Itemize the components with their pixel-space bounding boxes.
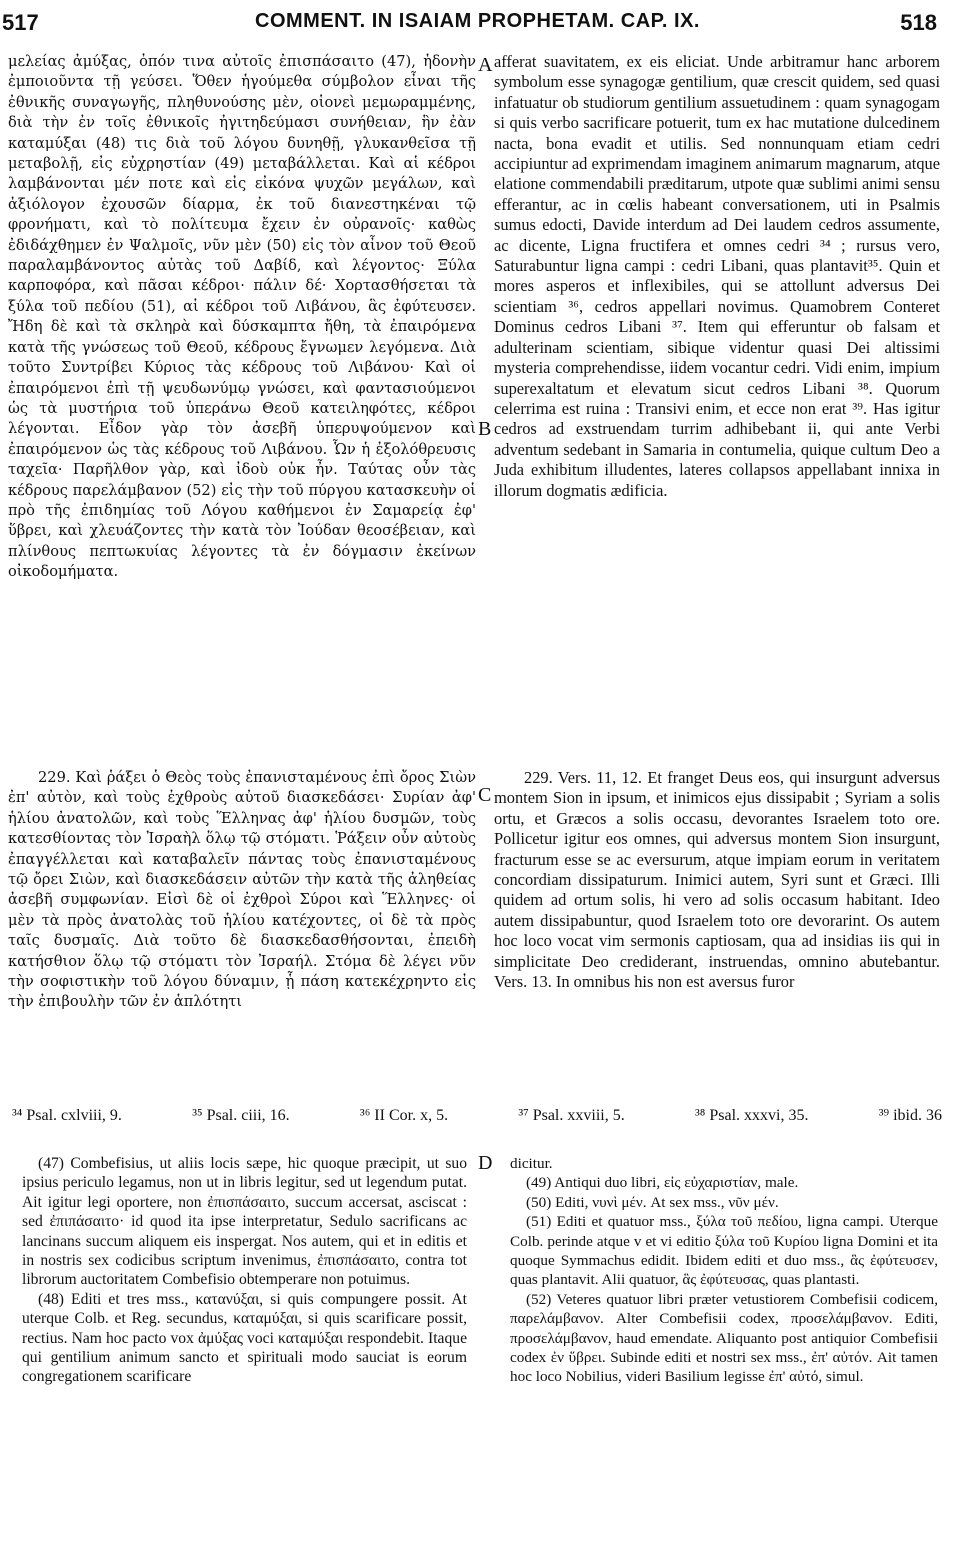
footnote: (48) Editi et tres mss., κατανύξαι, si quis compungere possit. At uterque Colb. et Reg. secundus, καταμύξαι, si quis scarificare possit, rectius. Nam hoc pacto vox ἀμύξας voci καταμύξαι respondebit. Itaque qui gentilium animum sancto et spirituali modo sauciat is eorum congregationem scarificare (22, 1290, 467, 1386)
page-header (0, 10, 955, 46)
scripture-reference: ³⁵ Psal. ciii, 16. (192, 1107, 290, 1124)
footnote: (47) Combefisius, ut aliis locis sæpe, hic quoque præcipit, ut suo ipsius periculo legamus, non ut in libris legitur, sed ut legendum putat. Ait igitur legi oportere, non ἐπισπάσαιτο, succum accersat, asciscat : sed ἐπιπάσαιτο· id quod ita ipse interpretatur, Sedulo sacrificans ac lancinans succum aliquem eis inspergat. Nos autem, qui et in editis et in nostris sex codicibus scriptum invenimus, ἐπισπάσαιτο, contra tot librorum auctoritatem Combefisio obtemperare non potuimus. (22, 1155, 467, 1289)
footnotes-right (510, 1154, 938, 1554)
greek-paragraph: μελείας ἀμύξας, ὀπόν τινα αὐτοῖς ἐπισπάσαιτο (47), ἡδονὴν ἐμποιοῦντα τῇ γεύσει. Ὅθεν ἡγούμεθα σύμβολον εἶναι τῆς ἐθνικῆς συναγωγῆς, πληθυνούσης μὲν, οἱονεὶ μεμωραμμένης, διὰ τὴν ἐν τοῖς ἐθνικοῖς ἠγιτηδεύμασι συνήθειαν, ἣν ἐὰν καταμύξαι (48) τις διὰ τοῦ λόγου δυνηθῇ, γλυκανθεῖσα τῇ μεταβολῇ, εἰς εὐχρηστίαν (49) μεταβάλλεται. Καὶ αἱ κέδροι λαμβάνονται μέν ποτε καὶ εἰς εἰκόνα ψυχῶν μεγάλων, καὶ ἀξιόλογον ἐχουσῶν δίαρμα, ἐκ τοῦ διανεστηκέναι τῷ φρονήματι, καὶ τὸ πολίτευμα ἔχειν ἐν οὐρανοῖς· καθὼς ἐδιδάχθημεν ἐν Ψαλμοῖς, νῦν μὲν (50) εἰς τὸν αἶνον τοῦ Θεοῦ παραλαμβάνοντος αὐτὰς τοῦ Δαβίδ, καὶ λέγοντος· Ξύλα καρποφόρα, καὶ πᾶσαι κέδροι· πάλιν δέ· Χορτασθήσεται τὰ ξύλα τοῦ πεδίου (51), αἱ κέδροι τοῦ Λιβάνου, ἃς ἐφύτευσεν. Ἤδη δὲ καὶ τὰ σκληρὰ καὶ δύσκαμπτα ἤθη, τὰ ἐπαιρόμενα κατὰ τῆς γνώσεως τοῦ Θεοῦ, κέδρους ἔγνωμεν λεγόμενα. Διὰ τοῦτο Συντρίβει Κύριος τὰς κέδρους τοῦ Λιβάνου· Καὶ οἱ ἐπαιρόμενοι ἐπὶ τῇ ψευδωνύμῳ γνώσει, καὶ φαντασιούμενοι ὡς τὰ μυστήρια τοῦ ὑπεράνω Θεοῦ κατειληφότες, κέδροι λέγονται. Εἶδον γὰρ τὸν ἀσεβῆ ὑπερυψούμενον καὶ ἐπαιρόμενον ὡς τὰς κέδρους τοῦ Λιβάνου. Ὧν ἡ ἐξολόθρευσις ταχεῖα· Παρῆλθον γὰρ, καὶ ἰδοὺ οὐκ ἦν. Ταύτας οὖν τὰς κέδρους παρελάμβανον (52) εἰς τὴν τοῦ πύργου κατασκευὴν οἱ πρὸ τῆς ἐπιδημίας τοῦ Λόγου καθήμενοι ἐν Σαμαρείᾳ ἐφ' ὕβρει, καὶ χλευάζοντες τὴν κατὰ τὸν Ἰούδαν θεοσέβειαν, καὶ πλίνθους πεπτωκυίας λέγοντες τὰ ἐν δόγμασιν ἐκείνων οἰκοδομήματα. (8, 53, 476, 581)
footnote: (52) Veteres quatuor libri præter vetustiorem Combefisii codicem, παρελάμβανον. Alter Combefisii codex, προσελάμβανον. Editi, προσελάμβανον, haud emendate. Aliquanto post antiquior Combefisii codex ἐν ὕβρει. Subinde editi et nostri sex mss., ἐπ' αὐτόν. Ait tamen hoc loco Nobilius, videri Basilium legisse ἐπ' αὐτό, simul. (510, 1290, 938, 1386)
greek-column-section-229 (8, 768, 476, 1118)
running-title: COMMENT. IN ISAIAM PROPHETAM. CAP. IX. (255, 10, 700, 32)
page-number-right: 518 (900, 10, 937, 35)
latin-column-section-229 (494, 768, 940, 1118)
page-number-left: 517 (2, 10, 39, 35)
margin-letter-a: A (478, 54, 493, 76)
scripture-reference: ³⁸ Psal. xxxvi, 35. (694, 1107, 809, 1124)
margin-letter-d: D (478, 1152, 493, 1174)
scripture-reference: ³⁶ II Cor. x, 5. (359, 1107, 449, 1124)
latin-paragraph: afferat suavitatem, ex eis eliciat. Unde arbitramur hanc arborem symbolum esse synagogæ gentilium, quæ crescit quidem, sed quasi infatuatur ob studiorum gentilium assuetudinem : quam synagogam si quis verbo sacrificare potuerit, tum ex hac mutatione dulcedinem nacta, bona evadit et utilis. Sed nonnunquam etiam cedri accipiuntur ad exprimendam imaginem animarum magnarum, atque elatione commendabili præditarum, utpote quæ sublimi animi sensu efferantur, ac in cœlis habeant conversationem, uti in Psalmis sumus edocti, Davide interdum ad Dei laudem cedros assumente, ac dicente, Ligna fructifera et omnes cedri ³⁴ ; rursus vero, Saturabuntur ligna campi : cedri Libani, quas plantavit³⁵. Quin et mores asperos et inflexibiles, qui se attollunt adversus Dei scientiam ³⁶, cedros appellari novimus. Quamobrem Conteret Dominus cedros Libani ³⁷. Item qui efferuntur ob falsam et adulterinam scientiam, sibique videntur quasi Dei altissimi mysteria comprehendisse, iidem vocantur cedri. Vidi enim, impium superexaltatum et elevatum sicut cedros Libani ³⁸. Quorum celerrima est ruina : Transivi enim, et ecce non erat ³⁹. Has igitur cedros ad exstruendam turrim adhibebant ii, qui ante Verbi adventum sedebant in Samaria in contumelia, quique cultum Deo a Juda exhibitum illudentes, lateres collapsos appellabant innixa in illorum dogmatis ædificia. (494, 52, 940, 500)
scripture-reference: ³⁹ ibid. 36 (878, 1107, 942, 1124)
footnote: (51) Editi et quatuor mss., ξύλα τοῦ πεδίου, ligna campi. Uterque Colb. perinde atque v et vi editio ξύλα τοῦ Κυρίου ligna Domini et ita quoque Symmachus edidit. Ibidem editi et duo mss., ἃς ἐφύτευσεν, quas plantavit. Alii quatuor, ἃς ἐφύτευσας, quas plantasti. (510, 1213, 938, 1289)
latin-paragraph-229: 229. Vers. 11, 12. Et franget Deus eos, qui insurgunt adversus montem Sion in ipsum, et inimicos ejus dissipabit ; Syriam a solis ortu, et Græcos a solis occasu, devorantes Israelem toto ore. Pollicetur igitur eos omnes, qui adversus montem Sion insurgunt, fracturum esse se ac eversurum, atque impiam eorum in veritatem concordiam dissipaturum. Inimici autem, Syri sunt et Græci. Illi quidem ad ortum solis, hi vero ad solis occasum habitant. Ideo autem dissipabuntur, quod Israelem toto ore devorarint. Os autem hoc loco vocat vim sermonis captiosam, qua ad insidias iis qui in simplicitate Deo crediderant, instruendas, omnino abutebantur. Vers. 13. In omnibus his non est aversus furor (494, 768, 940, 992)
footnote: (49) Antiqui duo libri, εἰς εὐχαριστίαν, male. (526, 1174, 799, 1192)
footnote: dicitur. (510, 1155, 553, 1172)
footnote: (50) Editi, νυνὶ μέν. At sex mss., νῦν μέν. (526, 1193, 779, 1211)
scripture-references (12, 1107, 942, 1135)
greek-paragraph-229: 229. Καὶ ῥάξει ὁ Θεὸς τοὺς ἐπανισταμένους ἐπὶ ὄρος Σιὼν ἐπ' αὐτὸν, καὶ τοὺς ἐχθροὺς αὐτοῦ διασκεδάσει· Συρίαν ἀφ' ἡλίου ἀνατολῶν, καὶ τοὺς Ἕλληνας ἀφ' ἡλίου δυσμῶν, τοὺς κατεσθίοντας τὸν Ἰσραὴλ ὅλῳ τῷ στόματι. Ῥάξειν οὖν αὐτοὺς ἐπαγγέλλεται καὶ καταβαλεῖν πάντας τοὺς ἐπανισταμένους τῷ ὄρει Σιὼν, καὶ διασκεδάσειν αὐτῶν τὴν κατὰ τῆς ἀληθείας ἀσεβῆ συμφωνίαν. Εἰσὶ δὲ οἱ ἐχθροὶ Σύροι καὶ Ἕλληνες· οἱ μὲν τὰ πρὸς ἀνατολὰς τοῦ ἡλίου κατέχοντες, οἱ δὲ τὰ πρὸς ταῖς δυσμαῖς. Διὰ τοῦτο δὲ διασκεδασθήσονται, ἐπειδὴ κατήσθιον ὅλῳ τῷ στόματι τὸν Ἰσραήλ. Στόμα δὲ λέγει νῦν τὴν σοφιστικὴν τοῦ λόγου δύναμιν, ᾗ πάση κατεκέχρηντο εἰς τὴν ἐπιβουλὴν τῶν ἐν ἁπλότητι (8, 769, 476, 1011)
latin-column-upper (494, 52, 940, 720)
scripture-reference: ³⁷ Psal. xxviii, 5. (518, 1107, 625, 1124)
scripture-reference: ³⁴ Psal. cxlviii, 9. (12, 1107, 122, 1124)
footnotes-left (22, 1154, 467, 1554)
margin-letter-c: C (478, 784, 492, 806)
margin-letter-b: B (478, 418, 492, 440)
greek-column-upper (8, 52, 476, 770)
